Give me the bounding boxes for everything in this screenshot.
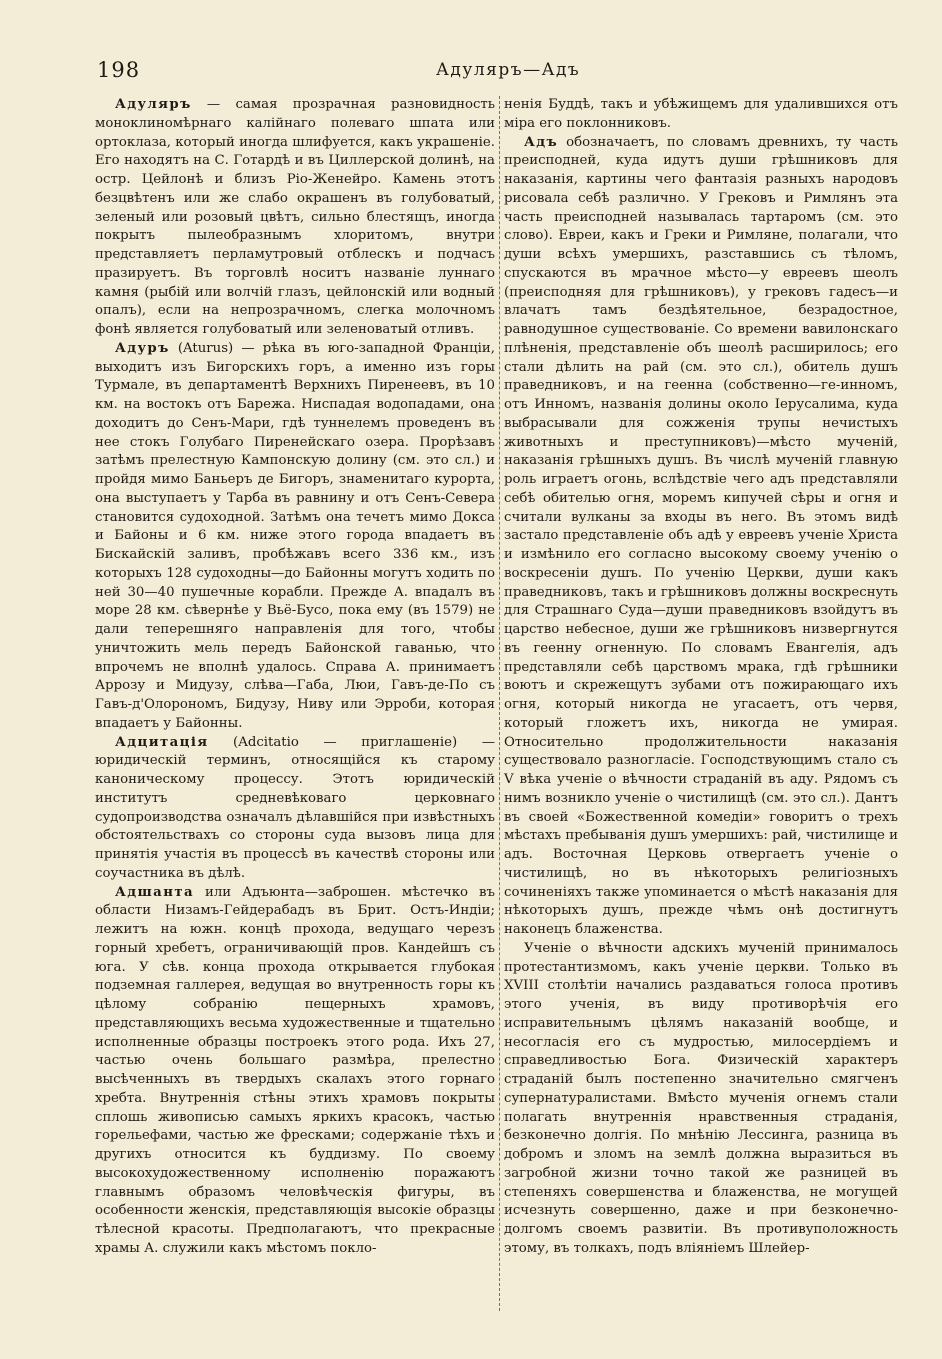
entry-text-adzhanta: или Адъюнта—заброшен. мѣстечко въ области Низамъ-Гейдерабадъ въ Брит. Остъ-Индіи; лежитъ на южн. концѣ прохода, ведущаго черезъ горный хребетъ, ограничивающій пров. Кандейшъ съ юга. У сѣв. конца прохода открывается глубокая подземная галлерея, ведущая во внутренность горы къ цѣлому собранію пещерныхъ храмовъ, представляющихъ весьма художественные и тщательно исполненные образцы построекъ этого рода. Ихъ 27, частью очень большаго размѣра, прелестно высѣченныхъ въ твердыхъ скалахъ этого горнаго хребта. Внутреннія стѣны этихъ храмовъ покрыты сплошь живописью самыхъ яркихъ красокъ, частью горельефами, частью же фресками; содержаніе тѣхъ и другихъ относится къ буддизму. По своему высокохудожественному исполненію поражаютъ главнымъ образомъ человѣческія фигуры, въ особенности женскія, представляющія высокіе образцы тѣлесной красоты. Предполагаютъ, что прекрасные храмы А. служили какъ мѣстомъ покло- [95,884,495,1256]
entry-aditatsia [95,734,495,884]
headword-adur: Адуръ [115,340,170,356]
right-column [504,96,898,1259]
left-column [95,96,495,1259]
entry-ad [504,134,898,940]
continued-text: ненія Буддѣ, такъ и убѣжищемъ для удалившихся отъ міра его поклонниковъ. [504,97,898,131]
headword-adzhanta: Адшанта [115,884,194,900]
entry-text-adur: (Aturus) — рѣка въ юго-западной Франціи, выходитъ изъ Бигорскихъ горъ, а именно изъ горы Турмале, въ департаментѣ Верхнихъ Пиренеевъ, въ 10 км. на востокъ отъ Барежа. Ниспадая водопадами, она доходитъ до Сенъ-Мари, гдѣ туннелемъ проведенъ въ нее стокъ Голубаго Пиренейскаго озера. Прорѣзавъ затѣмъ прелестную Кампонскую долину (см. это сл.) и пройдя мимо Баньеръ де Бигоръ, знаменитаго курорта, она выступаетъ у Тарба въ равнину и отъ Сенъ-Севера становится судоходной. Затѣмъ она течетъ мимо Докса и Байоны и 6 км. ниже этого города впадаетъ въ Бискайскій заливъ, пробѣжавъ всего 336 км., изъ которыхъ 128 судоходны—до Байонны могутъ ходить по ней 30—40 пушечные корабли. Прежде А. впадалъ въ море 28 км. сѣвернѣе у Вьё-Бусо, пока ему (въ 1579) не дали теперешняго направленія для того, чтобы уничтожить мель передъ Байонской гаванью, что впрочемъ не вполнѣ удалось. Справа А. принимаетъ Аррозу и Мидузу, слѣва—Габа, Люи, Гавъ-де-По съ Гавъ-д'Олорономъ, Бидузу, Ниву или Эрроби, которая впадаетъ у Байонны. [95,340,495,731]
entry-adzhanta [95,884,495,1259]
headword-aditatsia: Адцитація [115,734,209,750]
entry-text-adular: — самая прозрачная разновидность моноклиномѣрнаго калійнаго полеваго шпата или ортоклаза, который иногда шлифуется, какъ украшеніе. Его находятъ на С. Готардѣ и въ Циллерской долинѣ, на остр. Цейлонѣ и близъ Ріо-Женейро. Камень этотъ безцвѣтенъ или же слабо окрашенъ въ голубоватый, зеленый или розовый цвѣтъ, сильно блестящъ, иногда покрытъ пылеобразнымъ хлоритомъ, внутри представляетъ перламутровый отблескъ и подчасъ празируетъ. Въ торговлѣ носитъ названіе луннаго камня (рыбій или волчій глазъ, цейлонскій или водный опалъ), если на непрозрачномъ, слегка молочномъ фонѣ является голубоватый или зеленоватый отливъ. [95,97,495,337]
entry-text-ad: обозначаетъ, по словамъ древнихъ, ту часть преисподней, куда идутъ души грѣшниковъ для наказанія, картины чего фантазія разныхъ народовъ рисовала себѣ различно. У Грековъ и Римлянъ эта часть преисподней называлась тартаромъ (см. это слово). Евреи, какъ и Греки и Римляне, полагали, что души всѣхъ умершихъ, разставшись съ тѣломъ, спускаются въ мрачное мѣсто—у евреевъ шеолъ (преисподняя для грѣшниковъ), у грековъ гадесъ—и влачатъ тамъ бездѣятельное, безрадостное, равнодушное существованіе. Со времени вавилонскаго плѣненія, представленіе объ шеолѣ расширилось; его стали дѣлить на рай (см. это сл.), обитель душъ праведниковъ, и на геенна (собственно—ге-инномъ, отъ Инномъ, названія долины около Іерусалима, куда выбрасывали для сожженія трупы нечистыхъ животныхъ и преступниковъ)—мѣсто мученій, наказанія грѣшныхъ душъ. Въ числѣ мученій главную роль играетъ огонь, вслѣдствіе чего адъ представляли себѣ обителью огня, моремъ кипучей сѣры и огня и считали вулканы за входы въ него. Въ этомъ видѣ застало представленіе объ адѣ у евреевъ ученіе Христа и измѣнило его согласно высокому своему ученію о воскресеніи душъ. По ученію Церкви, души какъ праведниковъ, такъ и грѣшниковъ должны воскреснуть для Страшнаго Суда—души праведниковъ взойдутъ въ царство небесное, души же грѣшниковъ низвергнутся въ геенну огненную. По словамъ Евангелія, адъ представляли себѣ царствомъ мрака, гдѣ грѣшники воютъ и скрежещутъ зубами отъ пожирающаго ихъ огня, который никогда не угасаетъ, отъ червя, который гложетъ ихъ, никогда не умирая. Относительно продолжительности наказанія существовало разногласіе. Господствующимъ стало съ V вѣка ученіе о вѣчности страданій въ аду. Рядомъ съ нимъ возникло ученіе о чистилищѣ (см. это сл.). Дантъ въ своей «Божественной комедіи» говоритъ о трехъ мѣстахъ пребыванія душъ умершихъ: рай, чистилище и адъ. Восточная Церковь отвергаетъ ученіе о чистилищѣ, но въ нѣкоторыхъ религіозныхъ сочиненіяхъ также упоминается о мѣстѣ наказанія для нѣкоторыхъ душъ, прежде чѣмъ онѣ достигнутъ наконецъ блаженства. [504,134,898,937]
page-number: 198 [97,58,141,82]
headword-adular: Адуляръ [115,97,192,112]
column-divider [499,96,500,1311]
entry-text-aditatsia: (Adcitatio — приглашеніе) — юридическій терминъ, относящійся къ старому каноническому процессу. Этотъ юридическій институтъ средневѣковаго церковнаго судопроизводства означалъ дѣлавшійся при извѣстныхъ обстоятельствахъ со стороны суда вызовъ лица для принятія участія въ процессѣ въ качествѣ стороны или соучастника въ дѣлѣ. [95,734,495,881]
headword-ad: Адъ [524,134,559,150]
entry-adur [95,340,495,734]
entry-ad-continued: Ученіе о вѣчности адскихъ мученій принималось протестантизмомъ, какъ ученіе церкви. Только въ XVIII столѣтіи начались раздаваться голоса противъ этого ученія, въ виду противорѣчія его исправительнымъ цѣлямъ наказаній вообще, и несогласія его съ мудростью, милосердіемъ и справедливостью Бога. Физическій характеръ страданій былъ постепенно значительно смягченъ супернатуралистами. Вмѣсто мученія огнемъ стали полагать внутреннія нравственныя страданія, безконечно долгія. По мнѣнію Лессинга, разница въ добромъ и зломъ на землѣ должна выразиться въ загробной жизни точно такой же разницей въ степеняхъ совершенства и блаженства, не могущей исчезнуть совершенно, даже и при безконечно-долгомъ своемъ развитіи. Въ противуположность этому, въ толкахъ, подъ вліяніемъ Шлейер- [504,940,898,1256]
running-title: Адуляръ—Адъ [436,60,581,80]
entry-adular [95,96,495,340]
